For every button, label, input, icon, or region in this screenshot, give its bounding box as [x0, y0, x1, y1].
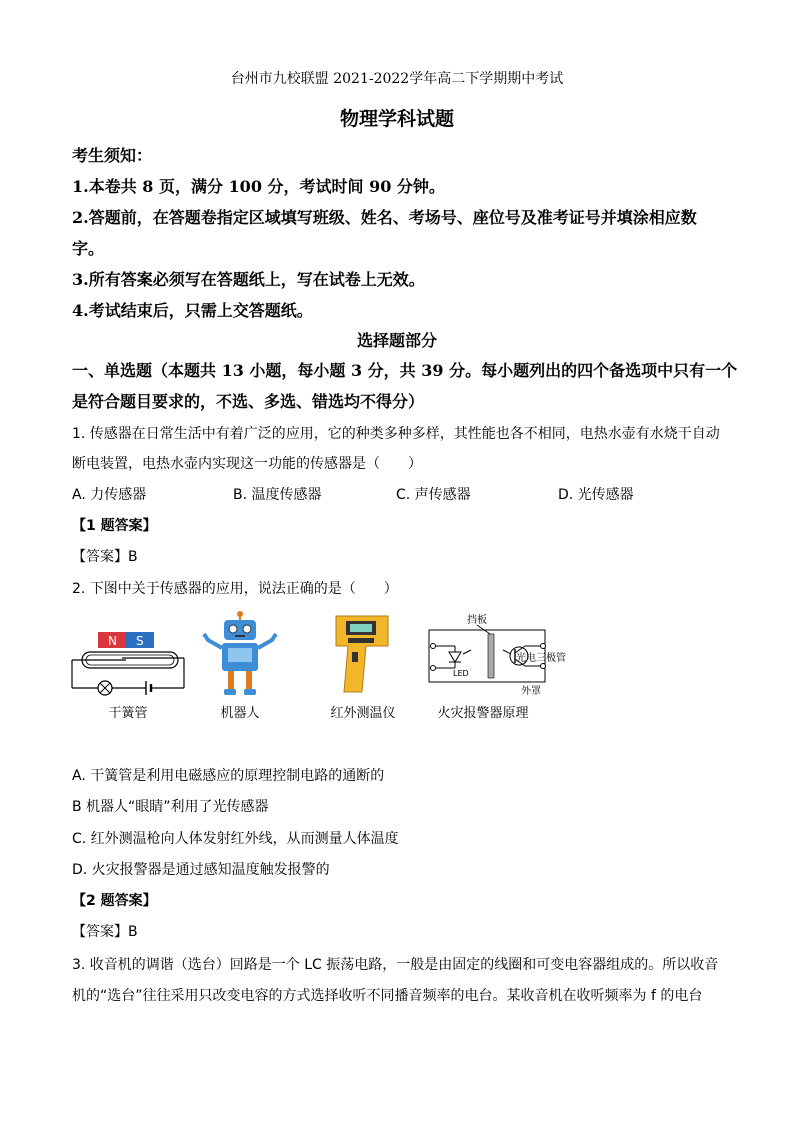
section-title: 选择题部分 [356, 331, 437, 350]
q1-stem-line2: 断电装置，电热水壶内实现这一功能的传感器是（ ） [72, 456, 422, 472]
notice-item: 1.本卷共 8 页，满分 100 分，考试时间 90 分钟。 [72, 177, 445, 196]
notice-heading: 考生须知： [72, 146, 153, 165]
robot-eye-left [229, 625, 237, 633]
reed-caption: 干簧管 [108, 706, 148, 721]
baffle [488, 634, 494, 678]
robot-arm-left [204, 634, 222, 648]
q2-answer: 【答案】B [72, 924, 138, 940]
q2-option-a: A. 干簧管是利用电磁感应的原理控制电路的通断的 [72, 768, 385, 784]
baffle-label: 挡板 [467, 615, 487, 626]
robot-eye-right [243, 625, 251, 633]
notice-item: 字。 [72, 239, 105, 258]
phototransistor-label: 光电三极管 [516, 653, 566, 664]
q2-stem: 2. 下图中关于传感器的应用，说法正确的是（ ） [72, 581, 398, 597]
part-instructions-line1: 一、单选题（本题共 13 小题，每小题 3 分，共 39 分。每小题列出的四个备选项中只有一个 [72, 361, 738, 380]
alarm-caption: 火灾报警器原理 [437, 706, 529, 721]
page-title: 物理学科试题 [339, 108, 454, 130]
magnet-s-label: S [136, 634, 144, 648]
robot-foot-left [224, 689, 236, 695]
q2-option-c: C. 红外测温枪向人体发射红外线，从而测量人体温度 [72, 831, 399, 847]
part-instructions-line2: 是符合题目要求的，不选、多选、错选均不得分） [72, 392, 425, 411]
thermometer-display [350, 624, 372, 632]
q1-option-a: A. 力传感器 [72, 487, 147, 503]
reed-switch-figure [68, 628, 188, 696]
robot-chest-panel [228, 648, 252, 662]
robot-leg-right [246, 671, 252, 689]
q2-option-b: B 机器人“眼睛”利用了光传感器 [72, 799, 269, 815]
thermometer-caption: 红外测温仪 [330, 706, 396, 721]
robot-foot-right [244, 689, 256, 695]
notice-item: 2.答题前，在答题卷指定区域填写班级、姓名、考场号、座位号及准考证号并填涂相应数 [72, 208, 697, 227]
q1-option-b: B. 温度传感器 [233, 487, 322, 503]
robot-leg-left [228, 671, 234, 689]
cover-label: 外罩 [521, 686, 541, 697]
terminal [431, 666, 436, 671]
thermometer-trigger [352, 652, 358, 662]
robot-arm-right [258, 634, 276, 648]
q1-option-c: C. 声传感器 [396, 487, 471, 503]
magnet-n-label: N [108, 634, 117, 648]
q3-stem-line2: 机的“选台”往往采用只改变电容的方式选择收听不同播音频率的电台。某收音机在收听频率为 f 的电台 [72, 988, 703, 1004]
q2-answer-tag: 【2 题答案】 [72, 893, 157, 909]
notice-item: 3.所有答案必须写在答题纸上，写在试卷上无效。 [72, 270, 425, 289]
robot-figure [200, 610, 280, 698]
terminal [541, 664, 546, 669]
thermometer-figure [330, 612, 394, 698]
q1-answer: 【答案】B [72, 549, 138, 565]
q1-answer-tag: 【1 题答案】 [72, 518, 157, 534]
robot-antenna-tip [237, 611, 243, 617]
thermometer-buttons [348, 638, 374, 643]
robot-caption: 机器人 [220, 706, 260, 721]
notice-item: 4.考试结束后，只需上交答题纸。 [72, 301, 313, 320]
led-symbol [449, 652, 461, 662]
terminal [431, 644, 436, 649]
light-arrow [503, 650, 511, 654]
light-arrow [463, 650, 471, 654]
q3-stem-line1: 3. 收音机的调谐（选台）回路是一个 LC 振荡电路，一般是由固定的线圈和可变电容器组成的。所以收音 [72, 957, 719, 973]
q2-option-d: D. 火灾报警器是通过感知温度触发报警的 [72, 862, 330, 878]
exam-header: 台州市九校联盟 2021-2022学年高二下学期期中考试 [230, 71, 564, 87]
q1-option-d: D. 光传感器 [558, 487, 634, 503]
robot-mouth [235, 635, 245, 637]
q1-stem-line1: 1. 传感器在日常生活中有着广泛的应用，它的种类多种多样，其性能也各不相同，电热水壶有水烧干自动 [72, 426, 720, 442]
led-label: LED [453, 669, 469, 678]
terminal [541, 644, 546, 649]
